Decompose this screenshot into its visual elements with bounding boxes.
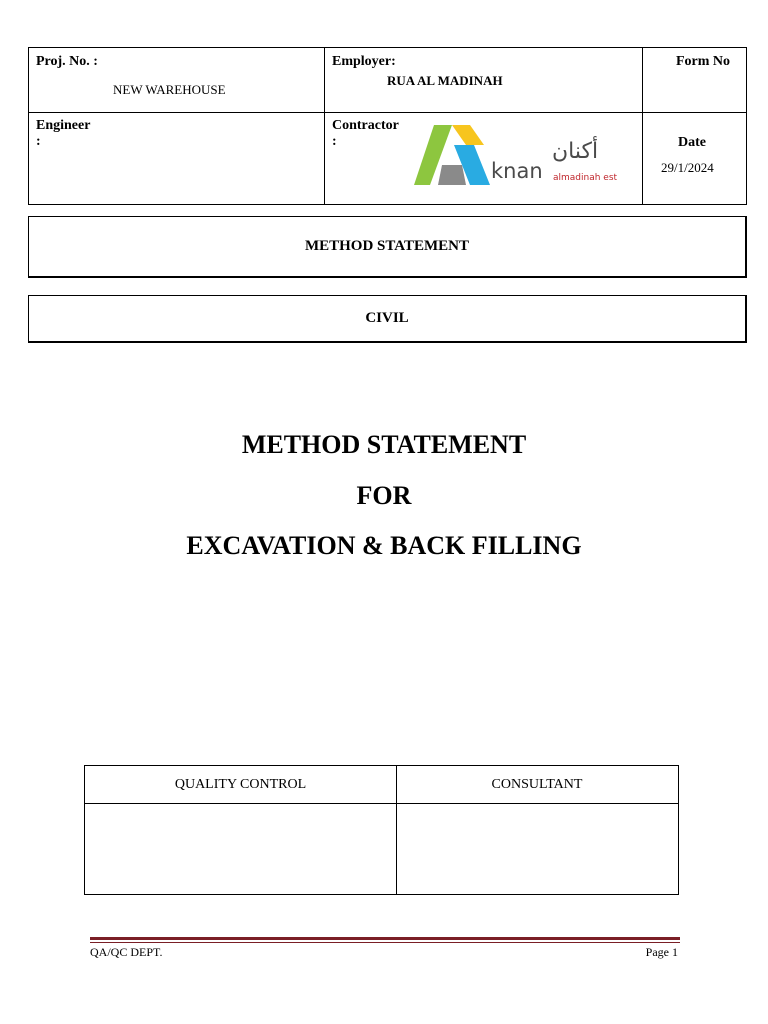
header-row-divider xyxy=(29,112,746,113)
header-divider xyxy=(642,48,643,204)
date-label: Date xyxy=(678,135,706,150)
aknan-logo xyxy=(414,123,624,187)
consultant-header: CONSULTANT xyxy=(491,776,583,792)
employer-label: Employer: xyxy=(332,54,396,69)
quality-control-signature-cell[interactable] xyxy=(85,803,396,894)
title-line-3: EXCAVATION & BACK FILLING xyxy=(186,531,582,560)
proj-no-value: NEW WAREHOUSE xyxy=(113,82,226,97)
aknan-logo-mark xyxy=(414,123,494,187)
method-statement-banner xyxy=(28,216,747,278)
header-table xyxy=(28,47,747,205)
method-statement-label: METHOD STATEMENT xyxy=(304,238,470,254)
discipline-label: CIVIL xyxy=(365,310,409,326)
signoff-table xyxy=(84,765,679,895)
discipline-banner xyxy=(28,295,747,343)
header-divider xyxy=(324,48,325,204)
consultant-signature-cell[interactable] xyxy=(396,803,678,894)
quality-control-header: QUALITY CONTROL xyxy=(174,776,307,792)
logo-subtitle: almadinah est xyxy=(553,173,618,183)
proj-no-label: Proj. No. : xyxy=(36,54,98,69)
logo-wordmark: knan xyxy=(491,159,543,183)
contractor-label: Contractor xyxy=(332,118,399,133)
date-value: 29/1/2024 xyxy=(661,160,714,175)
footer-department: QA/QC DEPT. xyxy=(90,945,163,959)
employer-value: RUA AL MADINAH xyxy=(387,73,503,88)
contractor-colon: : xyxy=(332,134,337,149)
engineer-label: Engineer xyxy=(36,118,91,133)
logo-arabic-text: أكنان xyxy=(552,139,599,164)
footer-rule xyxy=(90,937,680,940)
title-line-2: FOR xyxy=(356,481,412,510)
footer-rule-thin xyxy=(90,942,680,943)
footer-page-number: Page 1 xyxy=(645,945,678,959)
engineer-colon: : xyxy=(36,134,41,149)
title-line-1: METHOD STATEMENT xyxy=(241,430,527,459)
form-no-label: Form No xyxy=(676,54,731,69)
